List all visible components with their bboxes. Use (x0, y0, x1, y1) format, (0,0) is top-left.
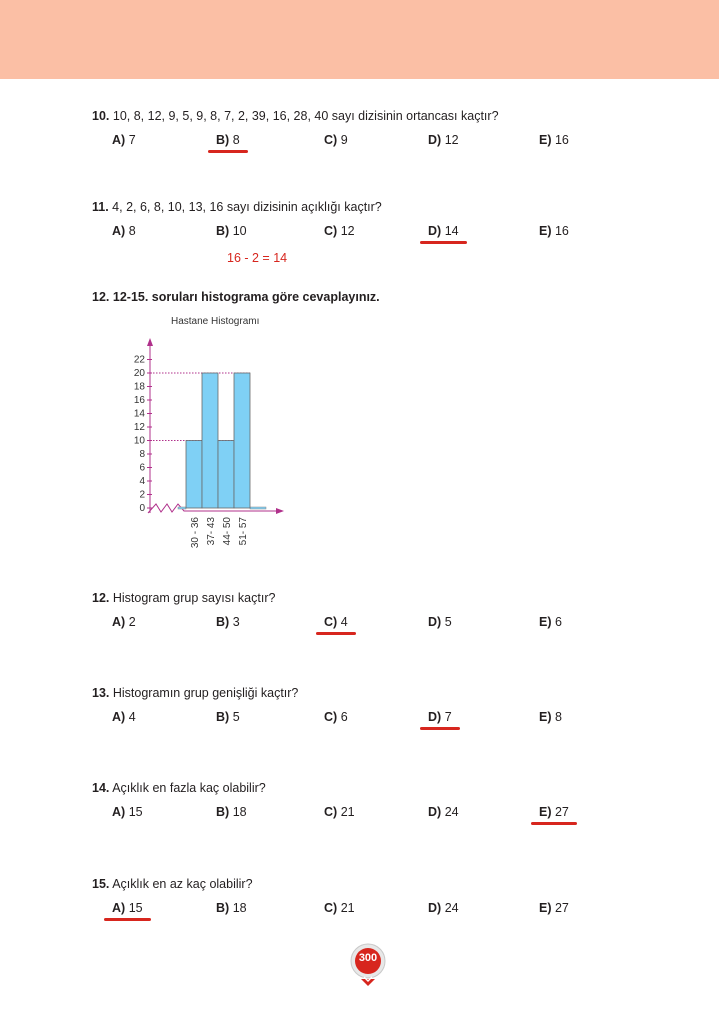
y-tick-label: 8 (139, 449, 145, 460)
question-number: 13. (92, 686, 110, 700)
y-tick-label: 10 (133, 435, 145, 447)
option-e[interactable]: E) 16 (539, 133, 569, 147)
category-label: 51- 57 (238, 517, 249, 546)
section-number: 12. (92, 290, 110, 304)
question-13 (92, 686, 298, 700)
y-tick-label: 14 (133, 408, 145, 420)
baseline-bar (178, 507, 186, 509)
header-band (0, 0, 719, 79)
y-tick-label: 2 (139, 489, 145, 501)
question-15 (92, 877, 253, 891)
option-b[interactable]: B) 18 (216, 805, 247, 819)
option-a[interactable]: A) 7 (112, 133, 136, 147)
section-text: 12-15. soruları histograma göre cevaplayınız. (112, 290, 380, 304)
option-d[interactable]: D) 12 (428, 133, 459, 147)
page-number: 300 (358, 952, 378, 964)
y-tick-label: 0 (139, 503, 145, 514)
question-number: 10. (92, 109, 110, 123)
option-b[interactable]: B) 18 (216, 901, 247, 915)
question-text: Açıklık en az kaç olabilir? (112, 877, 253, 891)
y-tick-label: 20 (133, 368, 145, 379)
options-14 (112, 805, 612, 825)
question-12 (92, 591, 275, 605)
option-e[interactable]: E) 27 (539, 901, 569, 915)
y-tick-label: 22 (133, 354, 145, 366)
option-a[interactable]: A) 8 (112, 224, 136, 238)
chart-title: Hastane Histogramı (171, 316, 260, 327)
options-15 (112, 901, 612, 921)
option-a[interactable]: A) 2 (112, 615, 136, 629)
bar-1 (186, 441, 202, 509)
option-c[interactable]: C) 9 (324, 133, 348, 147)
section-header (92, 290, 380, 304)
option-d[interactable]: D) 24 (428, 805, 459, 819)
y-tick-label: 6 (139, 462, 145, 474)
handwritten-note: 16 - 2 = 14 (227, 251, 288, 265)
category-label: 37- 43 (206, 517, 217, 546)
option-b[interactable]: B) 3 (216, 615, 240, 629)
option-a[interactable]: A) 15 (112, 901, 143, 915)
option-a[interactable]: A) 4 (112, 710, 136, 724)
option-c[interactable]: C) 12 (324, 224, 355, 238)
y-tick-label: 18 (133, 381, 145, 393)
question-number: 14. (92, 781, 110, 795)
question-text: 10, 8, 12, 9, 5, 9, 8, 7, 2, 39, 16, 28, 40 sayı dizisinin ortancası kaçtır? (112, 109, 499, 123)
option-e[interactable]: E) 27 (539, 805, 569, 819)
option-d[interactable]: D) 24 (428, 901, 459, 915)
option-e[interactable]: E) 8 (539, 710, 562, 724)
baseline-bar (250, 507, 266, 509)
y-axis-arrow (147, 338, 153, 346)
option-b[interactable]: B) 8 (216, 133, 240, 147)
option-d[interactable]: D) 14 (428, 224, 459, 238)
question-text: 4, 2, 6, 8, 10, 13, 16 sayı dizisinin açıklığı kaçtır? (112, 200, 382, 214)
question-text: Histogram grup sayısı kaçtır? (112, 591, 276, 605)
bar-4 (234, 373, 250, 508)
options-12 (112, 615, 612, 635)
option-e[interactable]: E) 6 (539, 615, 562, 629)
options-13 (112, 710, 612, 730)
option-c[interactable]: C) 6 (324, 710, 348, 724)
bar-2 (202, 373, 218, 508)
y-tick-label: 16 (133, 395, 145, 406)
option-c[interactable]: C) 4 (324, 615, 348, 629)
option-b[interactable]: B) 10 (216, 224, 247, 238)
page-number-badge (348, 943, 388, 991)
question-10 (92, 109, 499, 123)
question-14 (92, 781, 266, 795)
category-label: 44- 50 (222, 517, 233, 546)
question-text: Açıklık en fazla kaç olabilir? (112, 781, 266, 795)
question-11 (92, 200, 382, 214)
options-11 (112, 224, 612, 244)
histogram-chart (120, 330, 290, 555)
option-b[interactable]: B) 5 (216, 710, 240, 724)
question-number: 11. (92, 200, 109, 214)
category-label: 30 - 36 (190, 517, 201, 549)
bar-3 (218, 441, 234, 509)
x-axis-arrow (276, 508, 284, 514)
option-c[interactable]: C) 21 (324, 805, 355, 819)
option-d[interactable]: D) 7 (428, 710, 452, 724)
question-number: 15. (92, 877, 110, 891)
option-e[interactable]: E) 16 (539, 224, 569, 238)
option-c[interactable]: C) 21 (324, 901, 355, 915)
options-10 (112, 133, 612, 153)
question-text: Histogramın grup genişliği kaçtır? (112, 686, 299, 700)
option-d[interactable]: D) 5 (428, 615, 452, 629)
option-a[interactable]: A) 15 (112, 805, 143, 819)
y-tick-label: 4 (139, 476, 145, 487)
question-number: 12. (92, 591, 110, 605)
y-tick-label: 12 (133, 422, 145, 433)
